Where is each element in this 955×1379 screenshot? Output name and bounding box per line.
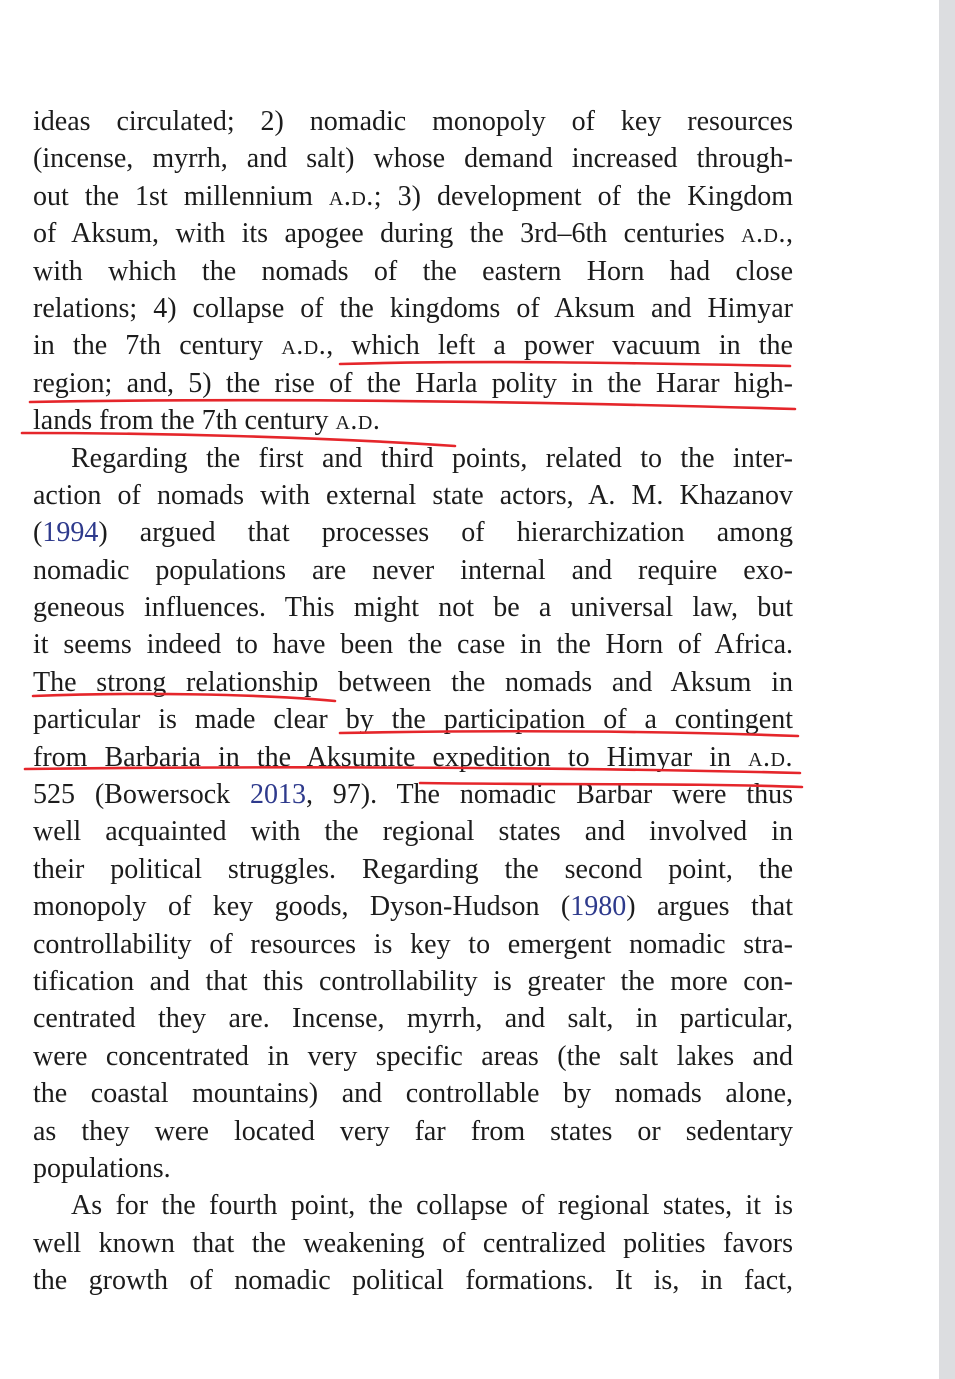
- text-line: out the 1st millennium a.d.; 3) development of the Kingdom: [33, 180, 793, 212]
- text-line: (1994) argued that processes of hierarchization among: [33, 517, 793, 549]
- text-line: Regarding the first and third points, related to the inter-: [71, 442, 793, 474]
- text-line: in the 7th century a.d., which left a power vacuum in the: [33, 330, 793, 362]
- text-line: the growth of nomadic political formations. It is, in fact,: [33, 1265, 793, 1297]
- text-line: (incense, myrrh, and salt) whose demand increased through-: [33, 143, 793, 175]
- citation-link[interactable]: 1994: [42, 517, 99, 549]
- text-line: their political struggles. Regarding the second point, the: [33, 853, 793, 885]
- text-line: well known that the weakening of centralized polities favors: [33, 1227, 793, 1259]
- text-line: As for the fourth point, the collapse of regional states, it is: [71, 1190, 793, 1222]
- text-line: from Barbaria in the Aksumite expedition to Himyar in a.d.: [33, 741, 793, 773]
- text-line: populations.: [33, 1152, 171, 1184]
- text-line: lands from the 7th century a.d.: [33, 405, 381, 437]
- text-line: were concentrated in very specific areas (the salt lakes and: [33, 1040, 793, 1072]
- text-line: controllability of resources is key to emergent nomadic stra-: [33, 928, 793, 960]
- document-body: [33, 103, 793, 1300]
- text-line: action of nomads with external state actors, A. M. Khazanov: [33, 479, 793, 511]
- text-line: 525 (Bowersock 2013, 97). The nomadic Barbar were thus: [33, 779, 793, 811]
- text-line: tification and that this controllability is greater the more con-: [33, 965, 793, 997]
- page-edge-scrollbar: [939, 0, 955, 1379]
- text-line: region; and, 5) the rise of the Harla polity in the Harar high-: [33, 367, 793, 399]
- text-line: the coastal mountains) and controllable by nomads alone,: [33, 1078, 793, 1110]
- text-line: centrated they are. Incense, myrrh, and salt, in particular,: [33, 1003, 793, 1035]
- text-line: ideas circulated; 2) nomadic monopoly of key resources: [33, 106, 793, 137]
- text-line: of Aksum, with its apogee during the 3rd–6th centuries a.d.,: [33, 218, 793, 250]
- text-line: The strong relationship between the nomads and Aksum in: [33, 666, 793, 698]
- text-line: nomadic populations are never internal and require exo-: [33, 554, 793, 586]
- text-line: relations; 4) collapse of the kingdoms of Aksum and Himyar: [33, 292, 793, 324]
- text-line: as they were located very far from states or sedentary: [33, 1115, 793, 1147]
- text-line: monopoly of key goods, Dyson-Hudson (1980) argues that: [33, 891, 793, 923]
- text-line: it seems indeed to have been the case in the Horn of Africa.: [33, 629, 793, 661]
- citation-link[interactable]: 1980: [570, 891, 627, 923]
- text-line: well acquainted with the regional states and involved in: [33, 816, 793, 848]
- text-line: geneous influences. This might not be a universal law, but: [33, 592, 793, 624]
- citation-link[interactable]: 2013: [249, 779, 306, 811]
- text-line: with which the nomads of the eastern Horn had close: [33, 255, 793, 287]
- text-line: particular is made clear by the participation of a contingent: [33, 704, 793, 736]
